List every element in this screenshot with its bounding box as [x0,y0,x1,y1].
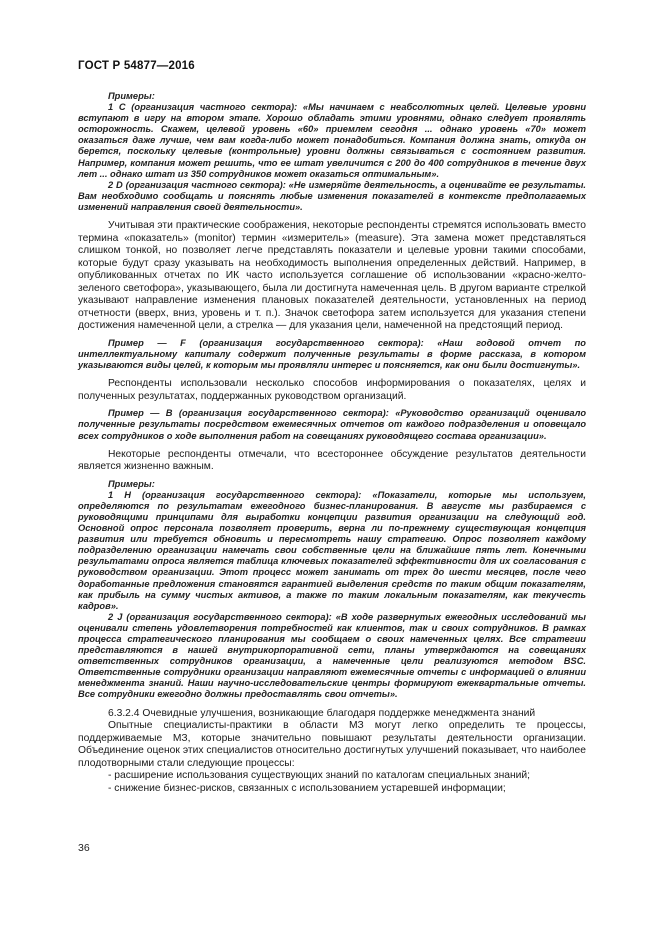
example-note: Пример — В (организация государственного сектора): «Руководство организаций оценивало полученные результаты посредством ежемесячных отчетов от каждого подразделения и оповещало всех сотрудников о ходе выполнения работ на совещаниях руководящего состава организации». [78,408,586,441]
example-item: 2 D (организация частного сектора): «Не измеряйте деятельность, а оценивайте ее результаты. Вам необходимо сообщать и пояснять любые изменения показателей в контексте предполагаемых изменений направления своей деятельности». [78,179,586,212]
body-paragraph: Учитывая эти практические соображения, некоторые респонденты стремятся использовать вместо термина «показатель» (monitor) термин «измеритель» (measure). Эта замена может представляться слишком тонкой, но позволяет легче представлять показатели и целевые уровни такими способами, которые будут сразу указывать на необходимость выполнения определенных действий. Например, в опубликованных отчетах по ИК часто используется соглашение об использовании «красно-желто-зеленого светофора», указывающего, была ли достигнута намеченная цель. В другом варианте стрелкой указывают направление изменения плановых показателей деятельности, установленных на период отчетности (вверх, вниз, уровень и т. п.). Значок светофора затем используется для указания степени достижения намеченной цели, а стрелка — для указания цели, намеченной на предстоящий период. [78,220,586,332]
list-item: - расширение использования существующих знаний по каталогам специальных знаний; [108,770,531,782]
example-item: 2 J (организация государственного сектора): «В ходе развернутых ежегодных исследований мы оценивали степень удовлетворения потребностей как клиентов, так и своих сотрудников. В рамках процесса стратегического планирования мы сообщаем о своих намеченных целях. Все стратегии представляются в нашей внутрикорпоративной сети, планы утверждаются на совещаниях ответственных сотрудников организации, а намеченные цели реализуются методом BSC. Ответственные сотрудники организации направляют ежемесячные отчеты с информацией о влиянии менеджмента знаний. Наши научно-исследовательские центры формируют ежеквартальные отчеты. Все сотрудники ежегодно должны предоставлять свои отчеты». [78,611,586,700]
body-paragraph: Опытные специалисты-практики в области МЗ могут легко определить те процессы, поддерживаемые МЗ, которые значительно повышают результаты деятельности организации. Объединение оценок этих специалистов относительно достигнутых улучшений показывает, что наиболее плодотворными стали следующие процессы: [78,720,586,769]
page-number: 36 [78,842,90,854]
example-note: Пример — F (организация государственного сектора): «Наш годовой отчет по интеллектуальному капиталу содержит полученные результаты в форме рассказа, в котором указываются виды целей, к которым мы проявляли интерес и поясняется, как они были достигнуты». [78,337,586,371]
section-heading: 6.3.2.4 Очевидные улучшения, возникающие благодаря поддержке менеджмента знаний [108,707,536,719]
examples-heading: Примеры: [108,91,155,101]
list-item: - снижение бизнес-рисков, связанных с использованием устаревшей информации; [108,782,506,794]
body-paragraph: Некоторые респонденты отмечали, что всестороннее обсуждение результатов деятельности является жизненно важным. [78,448,586,473]
page-content [78,91,586,795]
document-header: ГОСТ Р 54877—2016 [78,60,195,72]
example-item: 1 С (организация частного сектора): «Мы начинаем с неабсолютных целей. Целевые уровни вступают в игру на втором этапе. Хорошо обладать этими уровнями, однако следует проявлять осторожность. Скажем, целевой уровень «60» приемлем сегодня ... однако уровень «70» может оказаться даже лучше, чем вам когда-либо может понадобиться. Компания должна знать, откуда он берется, поскольку целевые (контрольные) уровни должны связываться с состоянием развития. Например, компания может решить, что ее штат увеличится с 200 до 400 сотрудников в течение двух лет ... однако штат из 350 сотрудников может оказаться оптимальным». [78,102,586,179]
example-item: 1 Н (организация государственного сектора): «Показатели, которые мы используем, определяются по результатам ежегодного бизнес-планирования. В августе мы разбираемся с руководящими принципами для выработки концепции развития организации на следующий год. Основной опрос персонала позволяет проверить, верна ли по-прежнему существующая концепция развития или требуется обновить и пересмотреть нашу стратегию. Опрос позволяет каждому подразделению организации намечать свои собственные цели на ближайшие пять лет. Конечными результатами опроса является таблица ключевых показателей эффективности для их согласования с руководством организации. Этот процесс может занимать от трех до шести месяцев, после чего доработанные предложения становятся гарантией выделения средств по таким общим показателям, как прибыль на сумму чистых активов, а также по таким локальным показателям, как текучесть кадров». [78,489,586,611]
body-paragraph: Респонденты использовали несколько способов информирования о показателях, целях и полученных результатах, поддержанных руководством организаций. [78,378,586,402]
examples-heading: Примеры: [108,478,155,489]
